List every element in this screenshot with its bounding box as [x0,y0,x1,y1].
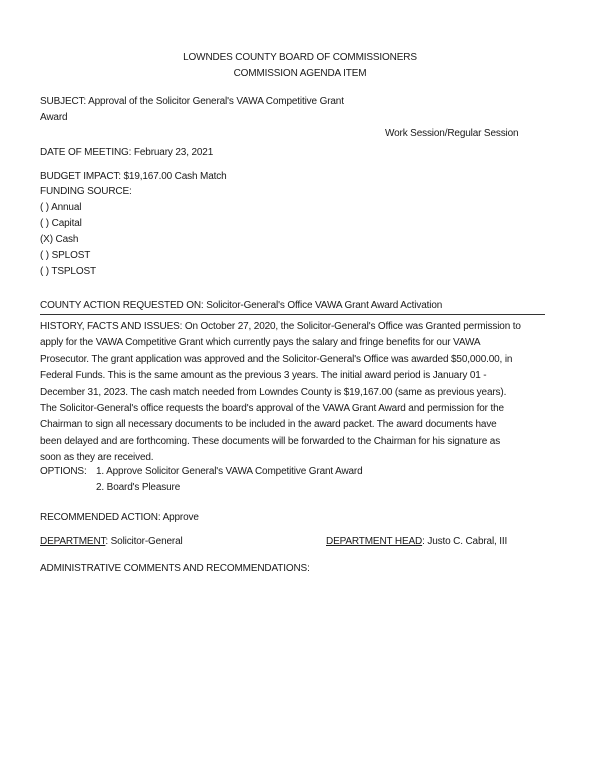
divider [40,314,545,315]
history-line: The Solicitor-General's office requests the board's approval of the VAWA Grant Award and permission for the [40,403,504,415]
subject-line-2: Award [40,112,68,123]
history-line: HISTORY, FACTS AND ISSUES: On October 27, 2020, the Solicitor-General's Office was Granted permission to [40,321,521,332]
history-line: December 31, 2023. The cash match needed from Lowndes County is $19,167.00 (same as previous years). [40,386,507,398]
budget-impact: BUDGET IMPACT: $19,167.00 Cash Match [40,171,227,182]
department-label: DEPARTMENT [40,536,106,547]
administrative-comments: ADMINISTRATIVE COMMENTS AND RECOMMENDATIONS: [40,563,310,574]
history-line: Chairman to sign all necessary documents to be included in the award packet. The award documents have [40,419,497,431]
option-2: 2. Board's Pleasure [96,482,181,493]
department-value: : Solicitor-General [105,536,183,547]
funding-option-splost: ( ) SPLOST [40,250,91,261]
options-label: OPTIONS: [40,466,87,477]
subject-line-1: SUBJECT: Approval of the Solicitor General's VAWA Competitive Grant [40,96,344,107]
recommended-action: RECOMMENDED ACTION: Approve [40,512,199,523]
session-type: Work Session/Regular Session [385,128,519,139]
funding-option-tsplost: ( ) TSPLOST [40,266,96,277]
history-line: Prosecutor. The grant application was approved and the Solicitor-General's Office was awarded $50,000.00, in [40,353,513,365]
history-line: Federal Funds. This is the same amount as the previous 3 years. The initial award period is January 01 - [40,370,487,382]
history-facts-issues [40,319,521,467]
funding-option-capital: ( ) Capital [40,218,82,229]
department-head [326,534,507,550]
history-line: soon as they are received. [40,452,154,464]
county-action-requested: COUNTY ACTION REQUESTED ON: Solicitor-General's Office VAWA Grant Award Activation [40,300,443,311]
department-head-label: DEPARTMENT HEAD [326,536,423,547]
header-subtitle: COMMISSION AGENDA ITEM [233,68,367,79]
funding-option-cash: (X) Cash [40,234,79,245]
history-line: apply for the VAWA Competitive Grant which currently pays the salary and fringe benefits for our VAWA [40,337,481,349]
history-line: been delayed and are forthcoming. These documents will be forwarded to the Chairman for his signature as [40,435,501,447]
header-title: LOWNDES COUNTY BOARD OF COMMISSIONERS [183,52,417,63]
funding-source-label: FUNDING SOURCE: [40,186,132,197]
department [40,534,183,550]
department-head-value: : Justo C. Cabral, III [422,536,508,547]
funding-option-annual: ( ) Annual [40,202,82,213]
date-of-meeting: DATE OF MEETING: February 23, 2021 [40,147,214,158]
option-1: 1. Approve Solicitor General's VAWA Competitive Grant Award [96,466,363,477]
